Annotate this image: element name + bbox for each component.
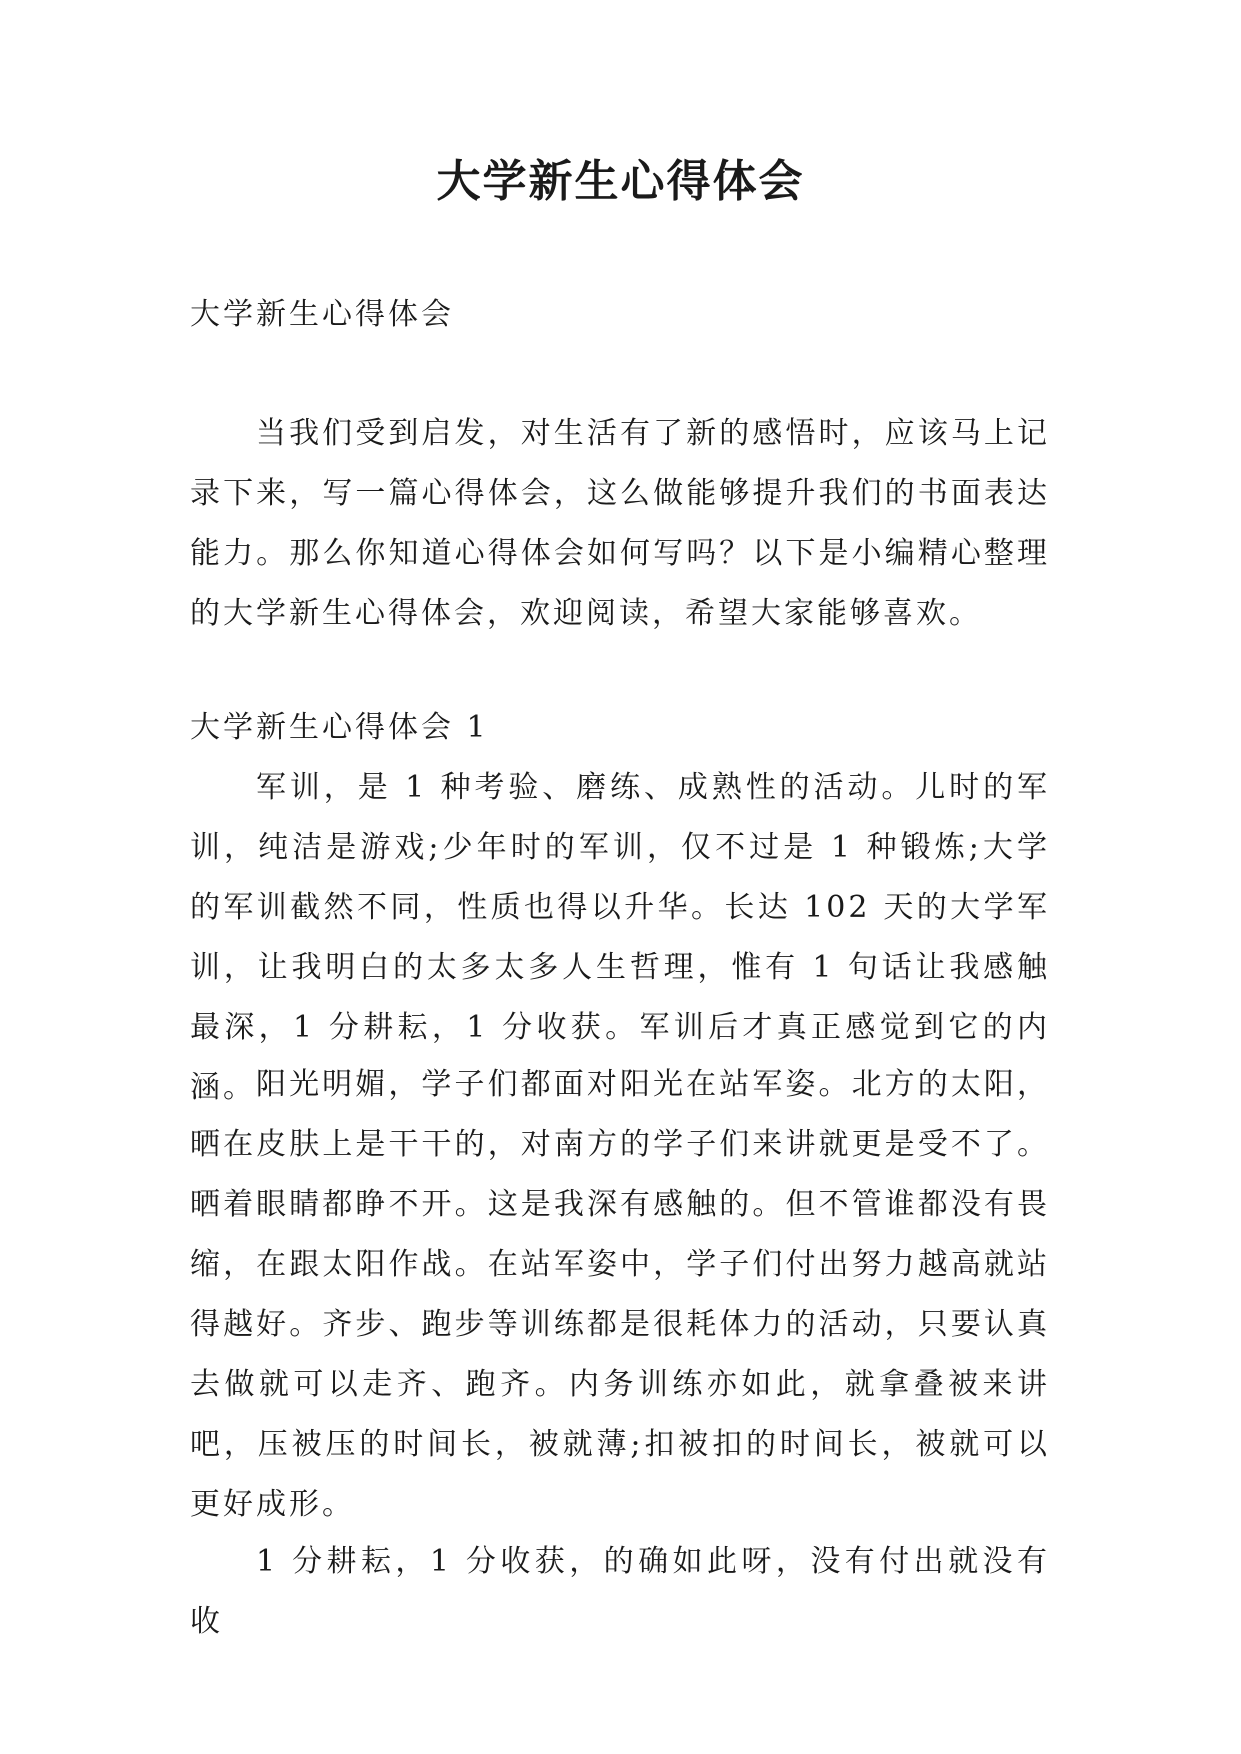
document-subtitle: 大学新生心得体会 <box>190 297 454 332</box>
section-heading: 大学新生心得体会 1 <box>190 710 489 745</box>
body-paragraph-1: 军训，是 1 种考验、磨练、成熟性的活动。儿时的军训，纯洁是游戏;少年时的军训，仅不过是 1 种锻炼;大学的军训截然不同，性质也得以升华。长达 102 天的大学军训，让我明白的太多太多人生哲理，惟有 1 句话让我感触最深，1 分耕耘，1 分收获。军训后才真正感觉到它的内涵。 <box>190 770 1050 1105</box>
body-paragraph-2: 阳光明媚，学子们都面对阳光在站军姿。北方的太阳，晒在皮肤上是干干的，对南方的学子们来讲就更是受不了。晒着眼睛都睁不开。这是我深有感触的。但不管谁都没有畏缩，在跟太阳作战。在站军姿中，学子们付出努力越高就站得越好。齐步、跑步等训练都是很耗体力的活动，只要认真去做就可以走齐、跑齐。内务训练亦如此，就拿叠被来讲吧，压被压的时间长，被就薄;扣被扣的时间长，被就可以更好成形。 <box>190 1067 1050 1522</box>
intro-paragraph: 当我们受到启发，对生活有了新的感悟时，应该马上记录下来，写一篇心得体会，这么做能够提升我们的书面表达能力。那么你知道心得体会如何写吗？以下是小编精心整理的大学新生心得体会，欢迎阅读，希望大家能够喜欢。 <box>190 416 1050 631</box>
body-paragraph-3: 1 分耕耘，1 分收获，的确如此呀，没有付出就没有收 <box>190 1544 1050 1639</box>
document-title: 大学新生心得体会 <box>436 156 805 207</box>
